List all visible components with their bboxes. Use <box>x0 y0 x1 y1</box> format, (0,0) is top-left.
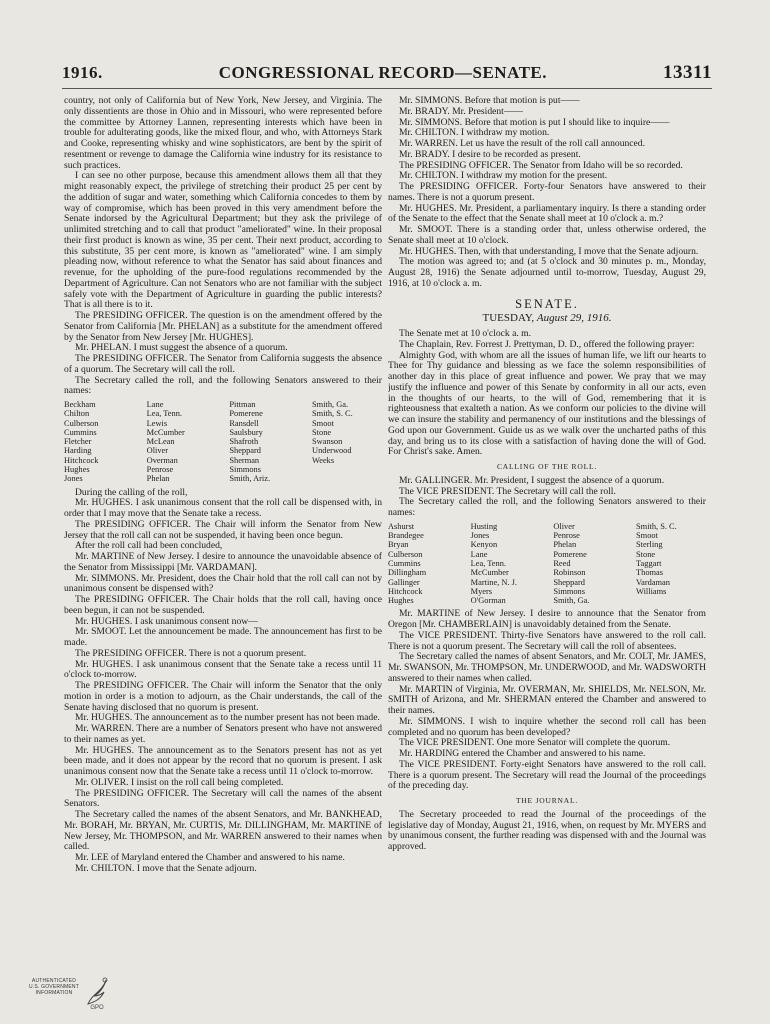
senator-name: Simmons <box>553 586 585 596</box>
paragraph: The VICE PRESIDENT. The Secretary will call the roll. <box>399 485 616 497</box>
left-paragraphs-a <box>64 96 382 397</box>
paragraph: Mr. OLIVER. I insist on the roll call being completed. <box>75 776 284 788</box>
calling-roll-heading: CALLING OF THE ROLL. <box>496 462 598 471</box>
left-paragraphs-b <box>64 488 382 875</box>
section-date-day: TUESDAY, <box>482 312 535 325</box>
senator-name: Fletcher <box>64 437 92 447</box>
header-year: 1916. <box>62 63 103 82</box>
senator-name: Shafroth <box>229 437 259 447</box>
senator-name: Reed <box>553 558 571 568</box>
paragraph: Mr. HARDING entered the Chamber and answered to his name. <box>399 748 646 760</box>
paragraph: The Secretary called the roll, and the following Senators answered to their names: <box>64 374 382 397</box>
paragraph: After the roll call had been concluded, <box>75 540 223 552</box>
seal-line: U.S. GOVERNMENT <box>29 984 79 990</box>
senator-name: Smith, Ariz. <box>229 474 271 484</box>
paragraph: The PRESIDING OFFICER. The question is on the amendment offered by the Senator from California [Mr. PHELAN] as a substitute for the amendment offered by the Senator from New Jersey [Mr. HUGHES]. <box>64 310 382 343</box>
section-title: SENATE. <box>515 296 579 311</box>
senator-name: Hughes <box>64 465 90 475</box>
paragraph: Mr. SIMMONS. I wish to inquire whether the second roll call has been completed and no quorum has been developed? <box>388 715 706 738</box>
senator-name: Underwood <box>312 446 352 456</box>
senator-name: Smoot <box>312 418 334 428</box>
paragraph: Mr. CHILTON. I withdraw my motion. <box>399 127 550 139</box>
senator-name: Husting <box>470 521 498 531</box>
senator-name: Sheppard <box>229 446 261 456</box>
paragraph: Mr. HUGHES. I ask unanimous consent now— <box>75 615 258 627</box>
senator-name: Swanson <box>312 437 343 447</box>
paragraph: The Secretary called the names of absent Senators, and Mr. COLT, Mr. JAMES, Mr. SWANSON, Mr. THOMPSON, Mr. UNDERWOOD, and Mr. WADSWORTH answered to their names when called. <box>388 651 706 684</box>
paragraph: The PRESIDING OFFICER. The Senator from California suggests the absence of a quorum. The Secretary will call the roll. <box>64 353 382 375</box>
senator-name: Bryan <box>388 540 409 550</box>
senator-name: Brandegee <box>388 531 424 541</box>
senator-name: Culberson <box>64 418 99 428</box>
roll-call-column <box>636 522 706 606</box>
senator-name: Sheppard <box>553 577 585 587</box>
paragraph: Mr. HUGHES. The announcement as to the Senators present has not as yet been made, and it does not appear by the record that no quorum is present. I ask unanimous consent now that the Senate take a recess until 11 o'clock to-morrow. <box>64 744 382 778</box>
senator-name: Hitchcock <box>64 455 99 465</box>
paragraph: I can see no other purpose, because this amendment allows them all that they might reasonably expect, the privilege of stretching their product 25 per cent by the addition of sugar and water, something which California concedes to them by way of compromise, which has been proved in this very amendment before the Senate indorsed by the Agricultural Department; but they ask the privilege of unlimited stretching and to call that product "ameliorated" wine. In their proposal their first product is known as wine, 35 per cent. Their next product, according to this substitute, 35 per cent more, is known as "ameliorated" wine. I am simply pleading now, without reference to what the Senator has said about finances and revenue, for the upholding of the pure-food regulations recommended by the Department of Agriculture. Can not Senators who are not familiar with the subject safely vote with the Department of Agriculture in guarding the public interests? That is all there is to it. <box>64 170 382 311</box>
senator-name: Thomas <box>636 568 663 578</box>
senator-name: Overman <box>146 455 178 465</box>
senator-name: Pomerene <box>553 549 587 559</box>
seal-line: AUTHENTICATED <box>31 978 77 984</box>
paragraph: The PRESIDING OFFICER. Forty-four Senators have answered to their names. There is not a quorum present. <box>388 181 706 203</box>
paragraph: Mr. WARREN. There are a number of Senators present who have not answered to their names as yet. <box>64 723 382 745</box>
senator-name: Beckham <box>64 400 96 409</box>
senator-name: Gallinger <box>388 577 420 587</box>
paragraph: Mr. SIMMONS. Before that motion is put I should like to inquire—— <box>399 116 670 128</box>
seal-text <box>24 978 84 996</box>
paragraph: During the calling of the roll, <box>75 486 188 498</box>
senator-name: Dillingham <box>388 568 427 578</box>
left-column <box>64 96 382 976</box>
right-paragraphs-a <box>388 96 706 290</box>
senator-name: Ashurst <box>388 521 415 531</box>
senator-name: Culberson <box>388 549 423 559</box>
paragraph: The Secretary called the roll, and the following Senators answered to their names: <box>388 496 706 518</box>
senator-name: Smith, S. C. <box>636 521 677 531</box>
senator-name: Jones <box>470 531 490 541</box>
senator-name: Pomerene <box>229 409 263 419</box>
seal-gpo-label: GPO <box>90 1005 104 1010</box>
senator-name: Lewis <box>146 418 168 428</box>
roll-call-column <box>147 400 230 484</box>
senator-name: Weeks <box>312 455 335 465</box>
paragraph: The Chaplain, Rev. Forrest J. Prettyman, D. D., offered the following prayer: <box>399 338 695 350</box>
right-paragraphs-d <box>388 609 706 792</box>
senator-name: Phelan <box>146 474 170 484</box>
paragraph: Mr. MARTINE of New Jersey. I desire to announce the unavoidable absence of the Senator from Mississippi [Mr. VARDAMAN]. <box>64 551 382 573</box>
paragraph: Mr. SMOOT. There is a standing order that, unless otherwise ordered, the Senate shall meet at 10 o'clock. <box>388 224 706 246</box>
senator-name: Cummins <box>64 427 97 437</box>
right-paragraphs-e <box>388 810 706 853</box>
roll-call-column <box>312 400 382 484</box>
senator-name: Vardaman <box>636 577 670 587</box>
left-roll-call-list <box>64 400 382 484</box>
senator-name: Smith, Ga. <box>312 400 349 409</box>
senator-name: Chilton <box>64 409 90 419</box>
senator-name: Stone <box>636 549 656 559</box>
senator-name: Ransdell <box>229 418 259 428</box>
paragraph: Mr. HUGHES. Mr. President, a parliamentary inquiry. Is there a standing order of the Senate to the effect that the Senate shall meet at 10 o'clock a. m.? <box>388 202 706 225</box>
senator-name: Jones <box>64 474 83 484</box>
paragraph: The PRESIDING OFFICER. The Chair holds that the roll call, having once been begun, it can not be suspended. <box>64 594 382 616</box>
senator-name: Hitchcock <box>388 586 423 596</box>
seal-line: INFORMATION <box>35 990 73 996</box>
senator-name: Sterling <box>636 540 663 550</box>
senator-name: Cummins <box>388 558 421 568</box>
paragraph: Mr. HUGHES. I ask unanimous consent that the roll call be dispensed with, in order that I may move that the Senate take a recess. <box>64 497 382 520</box>
senator-name: Smith, S. C. <box>312 409 353 419</box>
paragraph: Mr. MARTINE of New Jersey. I desire to announce that the Senator from Oregon [Mr. CHAMBERLAIN] is unavoidably detained from the Senate. <box>388 608 706 631</box>
senator-name: McCumber <box>470 568 509 578</box>
roll-call-column <box>64 400 147 484</box>
senator-name: Kenyon <box>470 540 498 550</box>
paragraph: Mr. HUGHES. Then, with that understanding, I move that the Senate adjourn. <box>399 245 699 257</box>
right-paragraphs-c <box>388 476 706 519</box>
paragraph: Mr. PHELAN. I must suggest the absence of a quorum. <box>75 342 288 354</box>
paragraph: The PRESIDING OFFICER. The Secretary will call the names of the absent Senators. <box>64 787 382 810</box>
eagle-icon <box>84 974 110 1010</box>
paragraph: country, not only of California but of New York, New Jersey, and Virginia. The only dissentients are those in Ohio and in Missouri, who were represented before the committee by Attorney Lannen, representing interests which have been in trouble for adulterating goods, like the mixed flour, and who, with Attorneys Stark and Cooke, representing whisky and wine sophisticators, are bent by the spirit of resentment or revenge to damage the California wine industry for its resistance to such practices. <box>64 96 382 171</box>
header-rule <box>62 88 712 89</box>
senator-name: Oliver <box>146 446 169 456</box>
senator-name: Lea, Tenn. <box>146 409 182 419</box>
senator-name: Lea, Tenn. <box>470 558 506 568</box>
paragraph: Mr. SIMMONS. Mr. President, does the Chair hold that the roll call can not by unanimous consent be dispensed with? <box>64 572 382 595</box>
senator-name: Simmons <box>229 465 261 475</box>
paragraph: Mr. MARTIN of Virginia, Mr. OVERMAN, Mr. SHIELDS, Mr. NELSON, Mr. SMITH of Arizona, and Mr. SHERMAN entered the Chamber and answered to their names. <box>388 683 706 717</box>
paragraph: Mr. CHILTON. I withdraw my motion for the present. <box>399 170 608 182</box>
senator-name: Sherman <box>229 455 260 465</box>
senator-name: Williams <box>636 586 667 596</box>
header-page-number: 13311 <box>663 62 712 83</box>
senator-name: Smith, Ga. <box>553 596 590 606</box>
journal-heading: THE JOURNAL. <box>515 796 579 806</box>
paragraph: Mr. HUGHES. The announcement as to the number present has not been made. <box>75 712 380 724</box>
section-date-text: August 29, 1916. <box>536 312 612 325</box>
paragraph: The VICE PRESIDENT. Forty-eight Senators have answered to the roll call. There is a quorum present. The Secretary will read the Journal of the proceedings of the preceding day. <box>388 758 706 792</box>
paragraph: Mr. CHILTON. I move that the Senate adjourn. <box>75 862 257 874</box>
paragraph: The PRESIDING OFFICER. The Senator from Idaho will be so recorded. <box>399 159 683 171</box>
senator-name: Stone <box>312 427 332 437</box>
page-header <box>62 62 712 86</box>
senator-name: Robinson <box>553 568 586 578</box>
roll-call-column <box>229 400 312 484</box>
paragraph: The VICE PRESIDENT. One more Senator will complete the quorum. <box>399 737 671 749</box>
paragraph: The Senate met at 10 o'clock a. m. <box>399 328 531 339</box>
senator-name: Penrose <box>553 531 580 541</box>
header-title: CONGRESSIONAL RECORD—SENATE. <box>218 63 548 82</box>
senator-name: Myers <box>470 586 493 596</box>
senator-name: Phelan <box>553 540 577 550</box>
senator-name: Harding <box>64 446 92 456</box>
senator-name: Pittman <box>229 400 256 409</box>
senator-name: Oliver <box>553 521 575 531</box>
senator-name: Martine, N. J. <box>470 577 517 587</box>
paragraph: The VICE PRESIDENT. Thirty-five Senators have answered to the roll call. There is not a quorum present. The Secretary will call the roll of absentees. <box>388 629 706 652</box>
paragraph: Mr. SMOOT. Let the announcement be made. The announcement has first to be made. <box>64 626 382 649</box>
right-column <box>388 96 706 976</box>
senator-name: Taggart <box>636 558 662 568</box>
senator-name: McCumber <box>146 427 185 437</box>
right-paragraphs-b <box>388 329 706 458</box>
senator-name: Saulsbury <box>229 427 263 437</box>
senator-name: O'Gorman <box>470 596 506 606</box>
paragraph: Mr. LEE of Maryland entered the Chamber and answered to his name. <box>75 852 345 864</box>
paragraph: The Secretary called the names of the absent Senators, and Mr. BANKHEAD, Mr. BORAH, Mr. BRYAN, Mr. CURTIS, Mr. DILLINGHAM, Mr. MARTINE of New Jersey, Mr. THOMPSON, and Mr. WARREN answered to their names when called. <box>64 809 382 853</box>
paragraph: Almighty God, with whom are all the issues of human life, we lift our hearts to Thee for Thy guidance and blessing as we face the solemn responsibilities of another day in this place of great influence and power. We pray that we may justify the influence and power of this Senate by conformity in all our acts, even in the thoughts of our hearts, to the will of God, remembering that it is righteousness that exalteth a nation. As we conform our policies to the divine will we can insure the stability and permanency of our institutions and the blessings of God upon our Government. Guide us as we walk over the uncharted paths of this day, and bring us to its close with a satisfaction of having done the will of God. For Christ's sake. Amen. <box>388 349 706 458</box>
paragraph: Mr. HUGHES. I ask unanimous consent that the Senate take a recess until 11 o'clock to-morrow. <box>64 658 382 681</box>
senator-name: McLean <box>146 437 175 447</box>
roll-call-column <box>388 522 471 606</box>
senator-name: Smoot <box>636 531 658 541</box>
roll-call-column <box>553 522 636 606</box>
paragraph: Mr. WARREN. Let us have the result of the roll call announced. <box>399 138 646 149</box>
right-roll-call-list <box>388 522 706 606</box>
paragraph: The motion was agreed to; and (at 5 o'clock and 30 minutes p. m., Monday, August 28, 1916) the Senate adjourned until to-morrow, Tuesday, August 29, 1916, at 10 o'clock a. m. <box>388 256 706 289</box>
senator-name: Penrose <box>146 465 174 475</box>
paragraph: The PRESIDING OFFICER. The Chair will inform the Senator that the only motion in order is a motion to adjourn, as the Chair understands, the call of the Senate having disclosed that no quorum is present. <box>64 680 382 713</box>
paragraph: The PRESIDING OFFICER. There is not a quorum present. <box>75 647 307 659</box>
senator-name: Lane <box>470 549 488 559</box>
paragraph: Mr. SIMMONS. Before that motion is put—— <box>399 96 580 106</box>
section-date <box>388 313 706 324</box>
gpo-authentication-seal <box>24 972 114 1014</box>
paragraph: Mr. BRADY. I desire to be recorded as present. <box>399 148 581 160</box>
paragraph: The Secretary proceeded to read the Journal of the proceedings of the legislative day of Monday, August 21, 1916, when, on request by Mr. MYERS and by unanimous consent, the further reading was dispensed with and the Journal was approved. <box>388 808 706 853</box>
paragraph: Mr. BRADY. Mr. President—— <box>399 105 524 117</box>
paragraph: The PRESIDING OFFICER. The Chair will inform the Senator from New Jersey that the roll call can not be suspended, it having been once begun. <box>64 518 382 541</box>
paragraph: Mr. GALLINGER. Mr. President, I suggest the absence of a quorum. <box>399 474 665 486</box>
roll-call-column <box>471 522 554 606</box>
senator-name: Lane <box>146 400 164 409</box>
senator-name: Hughes <box>388 596 414 606</box>
